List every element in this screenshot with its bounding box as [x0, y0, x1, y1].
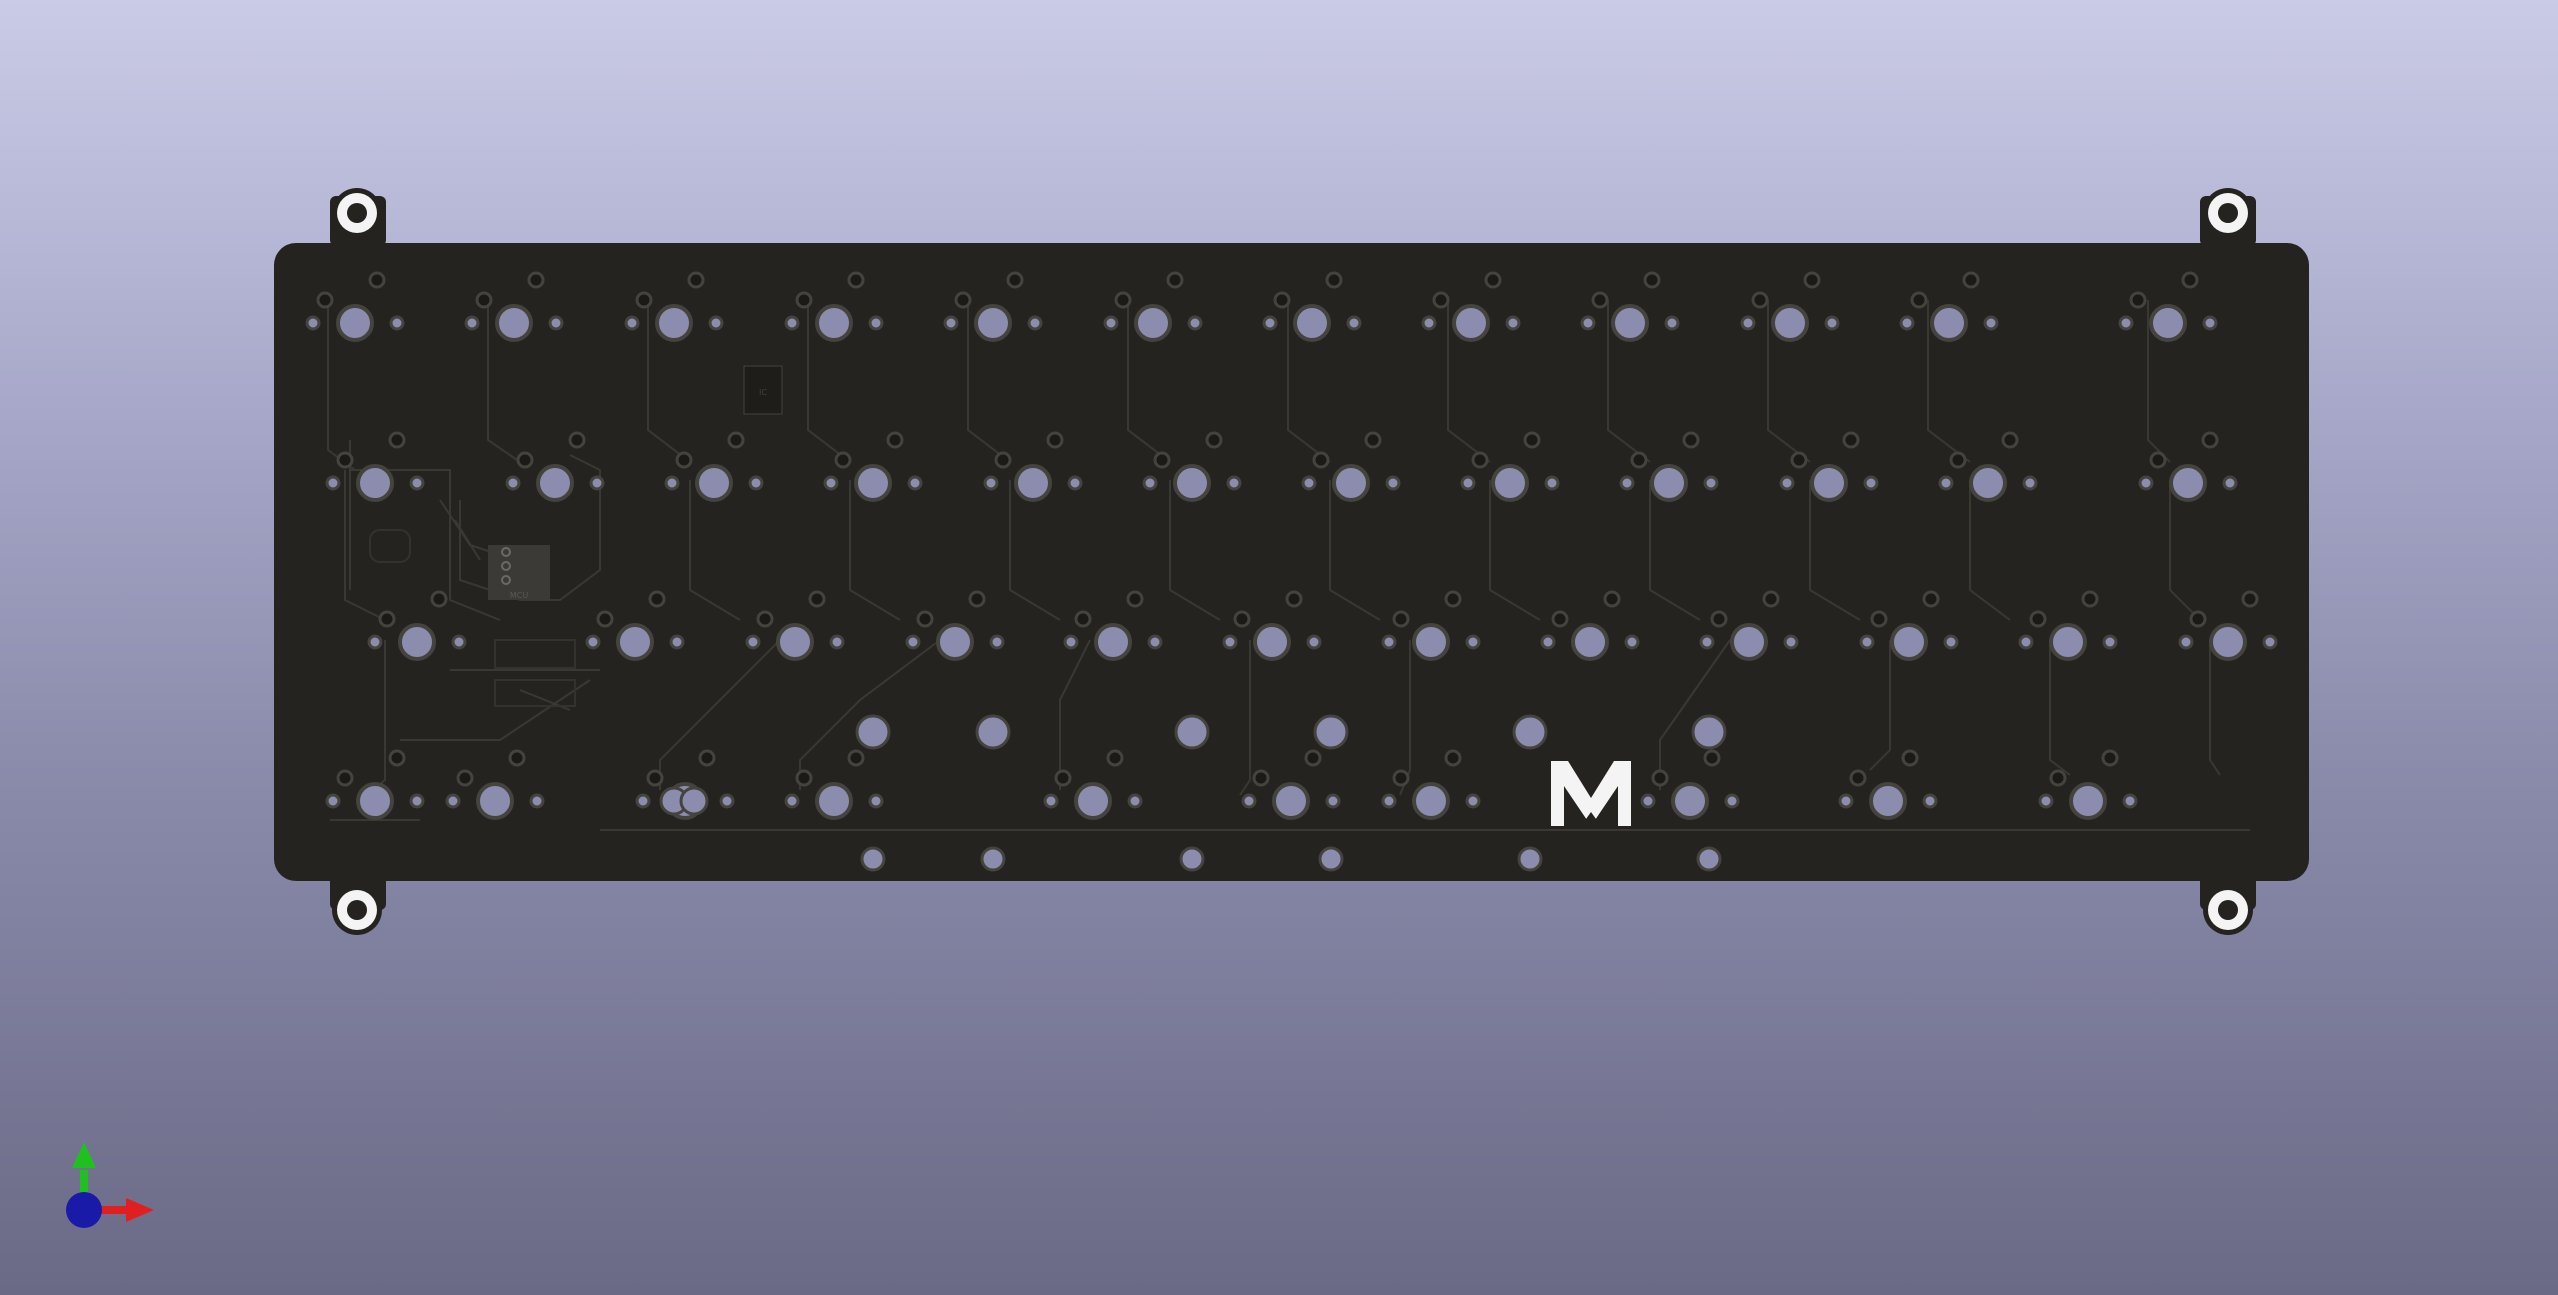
mcu-chip[interactable]	[488, 545, 550, 600]
y-axis-arrow	[72, 1142, 96, 1168]
x-axis-arrow	[126, 1198, 154, 1222]
standoff-top-right	[2200, 188, 2256, 246]
alt-switch-footprint	[661, 788, 707, 814]
mcu-label: MCU	[509, 591, 529, 600]
ic-label: IC	[759, 388, 767, 397]
axes-gizmo[interactable]	[66, 1142, 154, 1228]
standoff-top-left	[330, 188, 386, 246]
logo-text: M	[1590, 840, 1592, 841]
ic-component[interactable]	[744, 366, 782, 414]
z-axis-sphere	[66, 1192, 102, 1228]
